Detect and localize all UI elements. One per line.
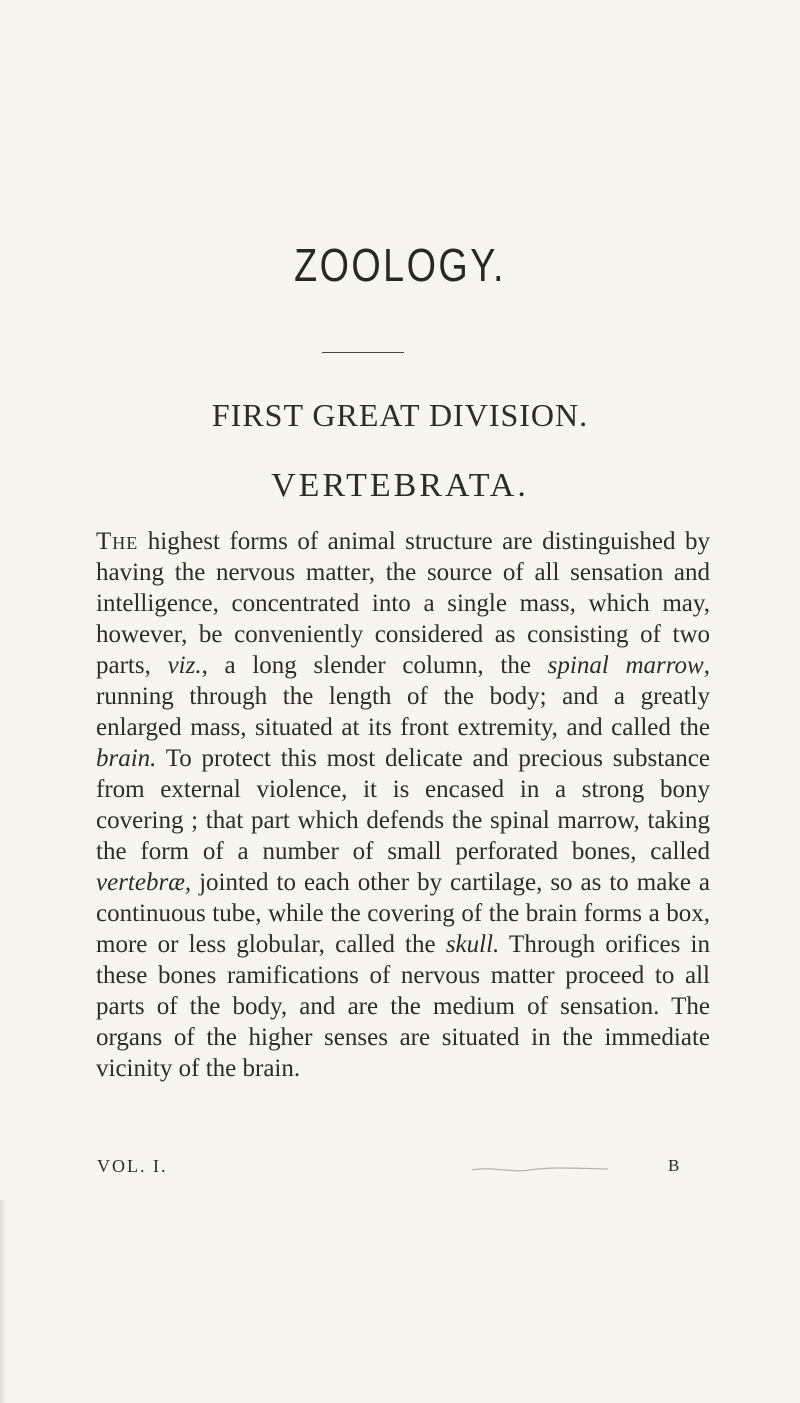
- body-paragraph: [96, 526, 710, 1084]
- text-run: Through orifices in these bones ramifications of nervous matter proceed to all parts of the body, and are the medium of sensation. The organs of the higher senses are situated in the immediate vicinity of the brain.: [96, 931, 710, 1082]
- text-run: jointed to each other by cartilage, so as to make a continuous tube, while the covering of the brain forms a box, more or less globular, called the: [96, 869, 710, 958]
- text-run: , a long slender column, the: [201, 652, 548, 679]
- division-heading: FIRST GREAT DIVISION.: [211, 397, 589, 433]
- text-run: To protect this most delicate and precious substance from external violence, it is encased in a strong bony covering ; that part which defends the spinal marrow, taking the form of a number of small perforated bones, called: [96, 745, 710, 865]
- text-run: , running through the length of the body; and a greatly enlarged mass, situated at its front extremity, and called the: [96, 652, 710, 741]
- text-run: highest forms of animal structure are distinguished by having the nervous matter, the source of all sensation and intelligence, concentrated into a single mass, which may, however, be conveniently considered as consisting of two parts,: [96, 528, 710, 679]
- italic-term-vertebrae: vertebræ,: [96, 869, 192, 896]
- lead-word: The: [96, 528, 139, 555]
- page-title: ZOOLOGY.: [294, 239, 506, 291]
- title-rule-divider: [322, 352, 404, 353]
- page-edge-shadow: [0, 1200, 6, 1403]
- italic-term-skull: skull.: [445, 931, 500, 958]
- italic-term-brain: brain.: [96, 745, 157, 772]
- ink-smudge-mark: [470, 1162, 610, 1174]
- volume-marker: VOL. I.: [97, 1156, 168, 1176]
- italic-term-viz: viz.: [167, 652, 202, 679]
- italic-term-spinal-marrow: spinal marrow: [547, 652, 704, 679]
- section-heading: VERTEBRATA.: [271, 467, 529, 504]
- signature-mark: B: [668, 1156, 680, 1175]
